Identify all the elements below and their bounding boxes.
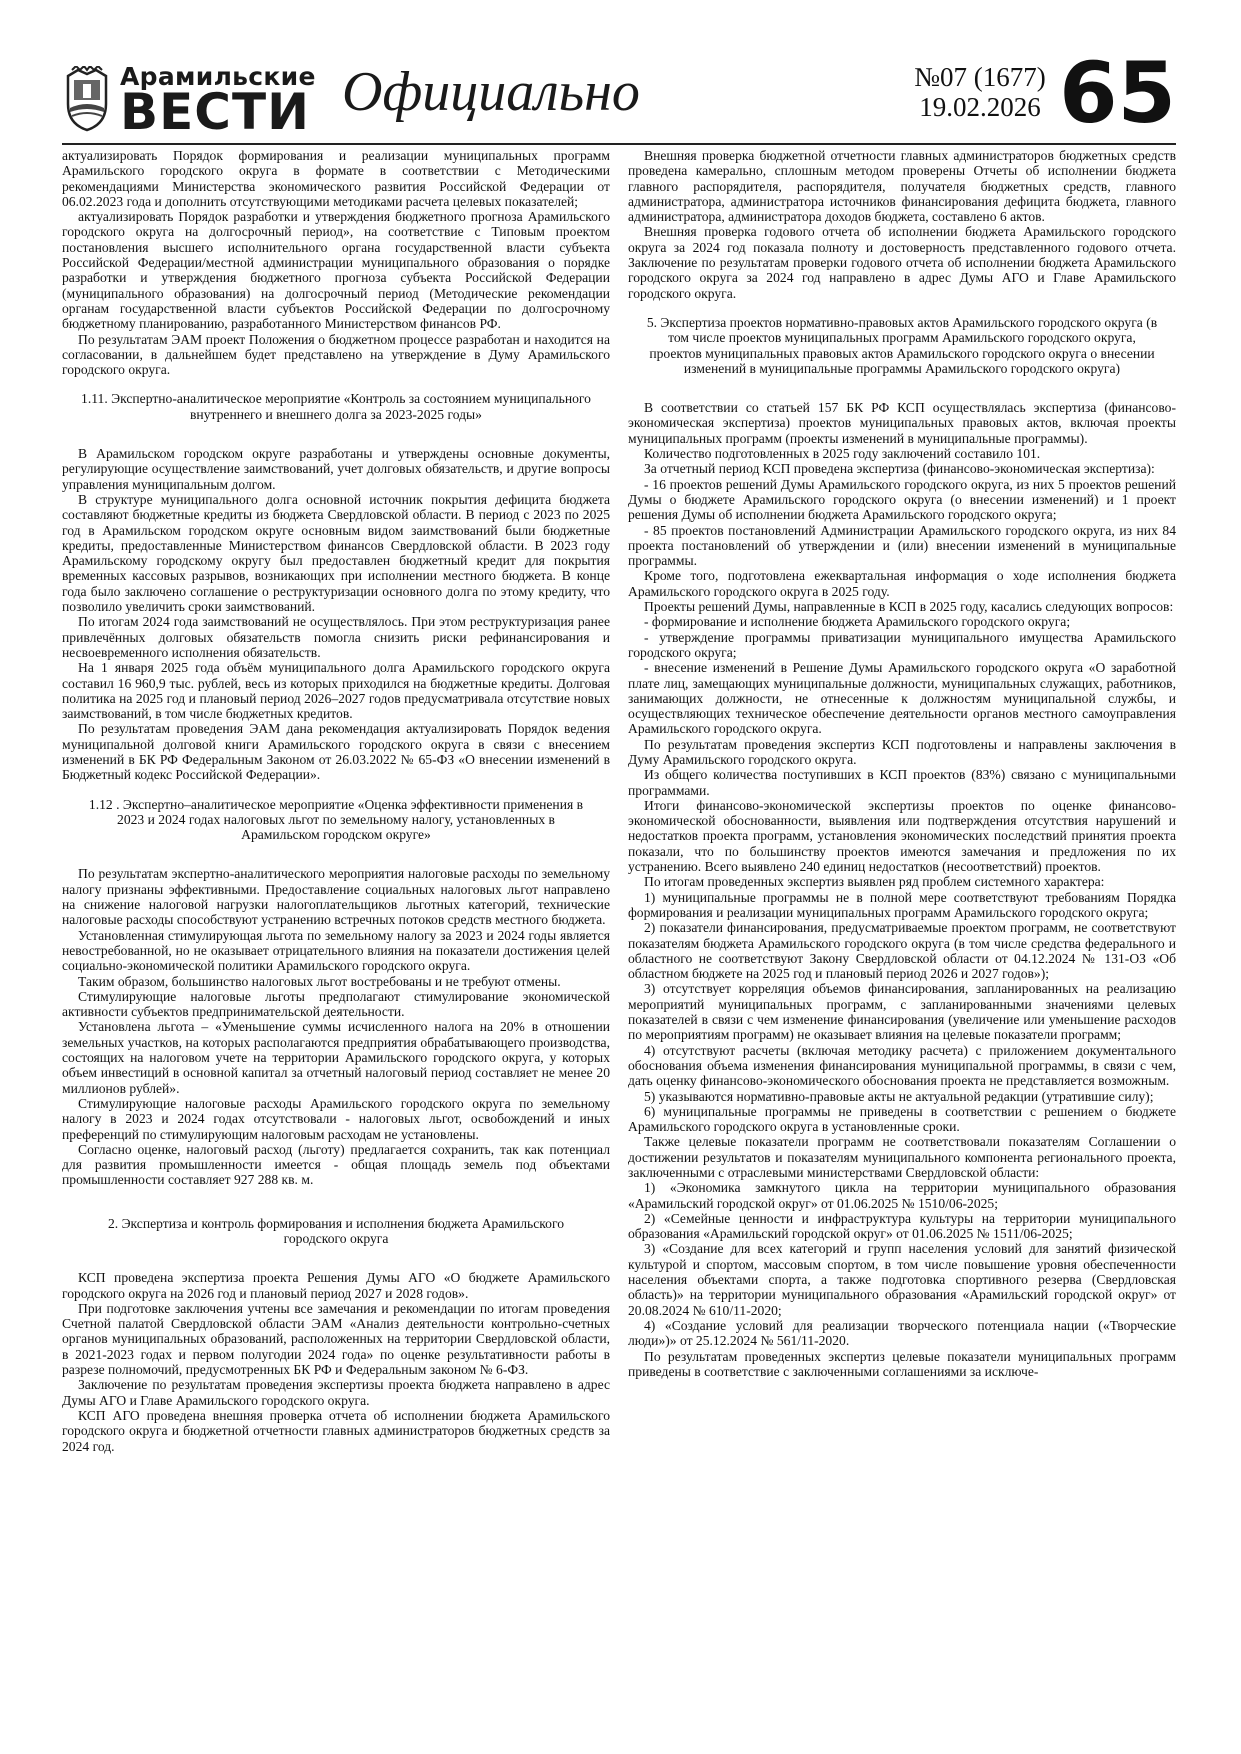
paragraph: В соответствии со статьей 157 БК РФ КСП осуществлялась экспертиза (финансово-экономическая экспертиза) проектов муниципальных правовых актов, включая проекты муниципальных программ (проекты изменений в муниципальные программы). <box>628 400 1176 446</box>
paragraph: По результатам проведенных экспертиз целевые показатели муниципальных программ приведены в соответствие с заключенными соглашениями за исключе- <box>628 1348 1176 1379</box>
section-heading: 5. Экспертиза проектов нормативно-правовых актов Арамильского городского округа (в том числе проектов муниципальных программ Арамильского городского округа, проектов муниципальных правовых актов Арамильского городского округа о внесении изменений в муниципальные программы Арамильского городского округа) <box>646 314 1158 376</box>
paragraph: По результатам экспертно-аналитического мероприятия налоговые расходы по земельному налогу признаны эффективными. Предоставление социальных налоговых льгот направлено на снижение налоговой нагрузки налогоплательщиков льготных категорий, технические налоговые расходы способствуют устранению встречных потоков средств местного бюджета. <box>62 866 610 928</box>
paragraph: актуализировать Порядок разработки и утверждения бюджетного прогноза Арамильского городского округа на долгосрочный период», на соответствие с Типовым проектом постановления высшего исполнительного органа государственной власти субъекта Российской Федерации/местной администрации муниципального образования о порядке разработки и утверждения бюджетного прогноза субъекта Российской Федерации (муниципального образования) на долгосрочный период (Методические рекомендации органам государственной власти субъектов Российской Федерации по долгосрочному бюджетному планированию, разработанного Министерством финансов РФ. <box>62 209 610 332</box>
brand-top: Арамильские <box>120 62 316 91</box>
paragraph: Проекты решений Думы, направленные в КСП в 2025 году, касались следующих вопросов: <box>644 599 1174 615</box>
paragraph: 5) указываются нормативно-правовые акты не актуальной редакции (утратившие силу); <box>644 1088 1154 1104</box>
page-number: 65 <box>1059 44 1176 142</box>
issue-info <box>880 62 1080 122</box>
paragraph: КСП проведена экспертиза проекта Решения Думы АГО «О бюджете Арамильского городского округа на 2026 год и плановый период 2027 и 2028 годов». <box>62 1270 610 1301</box>
paragraph: Также целевые показатели программ не соответствовали показателям Соглашении о достижении результатов и показателям муниципального компонента регионального проекта, заключенными с отраслевыми министерствами Свердловской области: <box>628 1134 1176 1180</box>
paragraph: 6) муниципальные программы не приведены в соответствии с решением о бюджете Арамильского городского округа в установленные сроки. <box>628 1103 1176 1135</box>
paragraph: Таким образом, большинство налоговых льгот востребованы и не требуют отмены. <box>78 973 561 989</box>
paragraph: Кроме того, подготовлена ежеквартальная информация о ходе исполнения бюджета Арамильского городского округа в 2025 году. <box>628 568 1176 599</box>
brand-bottom: ВЕСТИ <box>120 83 310 141</box>
paragraph: 3) «Создание для всех категорий и групп населения условий для занятий физической культурой и спортом, массовым спортом, в том числе повышение уровня обеспеченности населения объектами спорта, а также подготовка спортивного резерва (Свердловская область)» на территории муниципального образования «Арамильский городской округ» от 20.08.2024 № 610/11-2020; <box>628 1241 1176 1318</box>
paragraph: Количество подготовленных в 2025 году заключений составило 101. <box>644 446 1041 462</box>
paragraph: Согласно оценке, налоговый расход (льготу) предлагается сохранить, так как потенциал для развития промышленности имеется - общая площадь земель под объектами промышленности составляет 927 288 кв. м. <box>62 1141 610 1188</box>
paragraph: По результатам ЭАМ проект Положения о бюджетном процессе разработан и находится на согласовании, в дальнейшем будет представлено на утверждение в Думу Арамильского городского округа. <box>62 331 610 378</box>
paragraph: 4) «Создание условий для реализации творческого потенциала нации («Творческие люди»)» от 25.12.2024 № 561/11-2020. <box>628 1317 1176 1349</box>
paragraph: КСП АГО проведена внешняя проверка отчета об исполнении бюджета Арамильского городского округа и бюджетной отчетности главных администраторов бюджетных средств за 2024 год. <box>62 1407 610 1454</box>
paragraph: 1) «Экономика замкнутого цикла на территории муниципального образования «Арамильский городской округ» от 01.06.2025 № 1510/06-2025; <box>628 1180 1176 1211</box>
paragraph: Внешняя проверка годового отчета об исполнении бюджета Арамильского городского округа за 2024 год показала полноту и достоверность представленного годового отчета. Заключение по результатам проверки годового отчета об исполнении бюджета Арамильского городского округа за 2024 год направлено в адрес Думы АГО и Главе Арамильского городского округа. <box>628 224 1176 301</box>
section-heading: 1.12 . Экспертно–аналитическое мероприятие «Оценка эффективности применения в 2023 и 2024 годах налоговых льгот по земельному налогу, установленных в Арамильском городском округе» <box>88 796 584 843</box>
paragraph: В структуре муниципального долга основной источник покрытия дефицита бюджета составляют бюджетные кредиты из бюджета Свердловской области. В период с 2023 по 2025 год в Арамильском городском округе основным видом заимствований были бюджетные кредиты, предоставленные Министерством финансов Свердловской области. В 2023 году Арамильскому городскому округу был предоставлен бюджетный кредит для покрытия временных кассовых разрывов, возникающих при исполнении местного бюджета. В конце года было заключено соглашение о реструктуризации основного долга по этому кредиту, что позволило увеличить сроки заимствований. <box>62 491 610 615</box>
paragraph: За отчетный период КСП проведена экспертиза (финансово-экономическая экспертиза): <box>644 461 1155 477</box>
paragraph: актуализировать Порядок формирования и реализации муниципальных программ Арамильского городского округа в формате в соответствии с Методическими рекомендациями Министерства экономического развития Российской Федерации от 06.02.2023 года и дополнить отсутствующими методиками расчета целевых показателей; <box>62 148 610 209</box>
paragraph: 2) «Семейные ценности и инфраструктура культуры на территории муниципального образования «Арамильский городской округ» от 01.06.2025 № 1511/06-2025; <box>628 1210 1176 1242</box>
paragraph: Заключение по результатам проведения экспертизы проекта бюджета направлено в адрес Думы АГО и Главе Арамильского городского округа. <box>62 1377 610 1408</box>
paragraph: - 16 проектов решений Думы Арамильского городского округа, из них 5 проектов решений Думы о бюджете Арамильского городского округа (о внесении изменений) и 1 проект решения Думы об исполнении бюджета Арамильского городского округа; <box>628 476 1176 523</box>
paragraph: 4) отсутствуют расчеты (включая методику расчета) с приложением документального обоснования объема изменения финансирования муниципальной программы, в связи с чем, дать оценку финансово-экономического обоснования проекта не представляется возможным. <box>628 1042 1176 1089</box>
issue-number: №07 (1677) <box>914 62 1046 92</box>
paragraph: - 85 проектов постановлений Администрации Арамильского городского округа, из них 84 проекта постановлений об утверждении и (или) внесении изменений в муниципальные программы. <box>628 522 1176 569</box>
section-heading: 1.11. Экспертно-аналитическое мероприятие «Контроль за состоянием муниципального внутреннего и внешнего долга за 2023-2025 годы» <box>81 391 591 422</box>
paragraph: Стимулирующие налоговые льготы предполагают стимулирование экономической активности субъектов предпринимательской деятельности. <box>62 988 610 1020</box>
section-heading: 2. Экспертиза и контроль формирования и исполнения бюджета Арамильского городского округа <box>107 1215 565 1246</box>
paragraph: При подготовке заключения учтены все замечания и рекомендации по итогам проведения Счетной палатой Свердловской области ЭАМ «Анализ деятельности контрольно-счетных органов муниципальных образований, расположенных на территории Свердловской области, в 2021-2023 годах и первом полугодии 2024 года» по оценке результативности работы в разрезе полномочий, предусмотренных БК РФ и Федеральным законом № 6-ФЗ. <box>62 1300 610 1378</box>
section-title: Официально <box>342 61 640 123</box>
page-header <box>62 44 1176 147</box>
paragraph: Итоги финансово-экономической экспертизы проектов по оценке финансово-экономической обоснованности, выявления или подтверждения отсутствия нарушений и недостатков проекта программ, установления экономических последствий принятия проекта показали, что по большинству проектов имеются замечания и предложения по их устранению. Всего выявлено 240 единиц недостатков (несоответствий) проектов. <box>628 797 1176 875</box>
left-column <box>62 148 610 1454</box>
paragraph: 1) муниципальные программы не в полной мере соответствуют требованиям Порядка формирования и реализации муниципальных программ Арамильского городского округа; <box>628 889 1176 920</box>
paragraph: Установленная стимулирующая льгота по земельному налогу за 2023 и 2024 годы является невостребованной, но не оказывает отрицательного влияния на показатели достижения целей социально-экономической политики Арамильского городского округа. <box>62 927 610 974</box>
paragraph: Внешняя проверка бюджетной отчетности главных администраторов бюджетных средств проведена камерально, сплошным методом проверены Отчеты об исполнении бюджета главного распорядителя, распорядителя, получателя бюджетных средств, главного администратора, администратора источников финансирования дефицита бюджета, главного администратора, администратора доходов бюджета, составлено 6 актов. <box>628 148 1176 225</box>
paragraph: На 1 января 2025 года объём муниципального долга Арамильского городского округа составил 16 960,9 тыс. рублей, весь из которых приходился на бюджетные кредиты. Долговая политика на 2025 год и плановый период 2026–2027 годов предусматривала отсутствие новых заимствований, в том числе бюджетных кредитов. <box>62 660 610 722</box>
paragraph: Стимулирующие налоговые расходы Арамильского городского округа по земельному налогу в 2023 и 2024 годах отсутствовали - налоговых льгот, освобождений и иных преференций по стимулирующим налоговым расходам не установлены. <box>62 1095 610 1142</box>
paragraph: 2) показатели финансирования, предусматриваемые проектом программ, не соответствуют показателям бюджета Арамильского городского округа (в том числе средства федерального и областного не соответствуют Закону Свердловской области от 04.12.2024 № 131-ОЗ «Об областном бюджете на 2025 год и плановый период 2026 и 2027 годов»); <box>628 920 1176 982</box>
paragraph: - формирование и исполнение бюджета Арамильского городского округа; <box>644 614 1071 630</box>
right-column <box>628 148 1176 1379</box>
issue-date: 19.02.2026 <box>919 92 1041 122</box>
coat-of-arms-icon <box>62 66 112 132</box>
paragraph: По результатам проведения ЭАМ дана рекомендация актуализировать Порядок ведения муниципальной долговой книги Арамильского городского округа в связи с внесением изменений в БК РФ Федеральным Законом от 26.03.2022 № 65-ФЗ «О внесении изменений в Бюджетный кодекс Российской Федерации». <box>62 721 610 783</box>
paragraph: По итогам 2024 года заимствований не осуществлялось. При этом реструктуризация ранее привлечённых долговых обязательств помогла снизить риски рефинансирования и несвоевременного исполнения обязательств. <box>62 614 610 660</box>
paragraph: По итогам проведенных экспертиз выявлен ряд проблем системного характера: <box>644 874 1105 890</box>
paragraph: - утверждение программы приватизации муниципального имущества Арамильского городского округа; <box>628 629 1176 660</box>
paragraph: 3) отсутствует корреляция объемов финансирования, запланированных на реализацию мероприятий муниципальных программ, с запланированными значениями целевых показателей в связи с чем изменение финансирования (увеличение или уменьшение расходов по мероприятиям программ) не оказывает влияния на целевые показатели программ; <box>628 981 1176 1043</box>
paragraph: - внесение изменений в Решение Думы Арамильского городского округа «О заработной плате лиц, замещающих муниципальные должности, муниципальных служащих, работников, занимающих должности, не отнесенные к должностям муниципальной службы, и осуществляющих техническое обеспечение деятельности органов местного самоуправления Арамильского городского округа. <box>628 660 1176 737</box>
paragraph: По результатам проведения экспертиз КСП подготовлены и направлены заключения в Думу Арамильского городского округа. <box>628 736 1176 767</box>
newspaper-logo <box>62 60 316 141</box>
paragraph: Из общего количества поступивших в КСП проектов (83%) связано с муниципальными программами. <box>628 767 1176 798</box>
paragraph: Установлена льгота – «Уменьшение суммы исчисленного налога на 20% в отношении земельных участков, на которых располагаются предприятия обрабатывающего производства, состоящих на налоговом учете на территории Арамильского городского округа, у которых объем инвестиций в основной капитал за отчетный налоговый период составляет не менее 20 миллионов рублей». <box>62 1019 610 1096</box>
paragraph: В Арамильском городском округе разработаны и утверждены основные документы, регулирующие осуществление заимствований, учет долговых обязательств, и другие вопросы управления муниципальным долгом. <box>62 446 610 492</box>
header-rule <box>62 143 1176 145</box>
